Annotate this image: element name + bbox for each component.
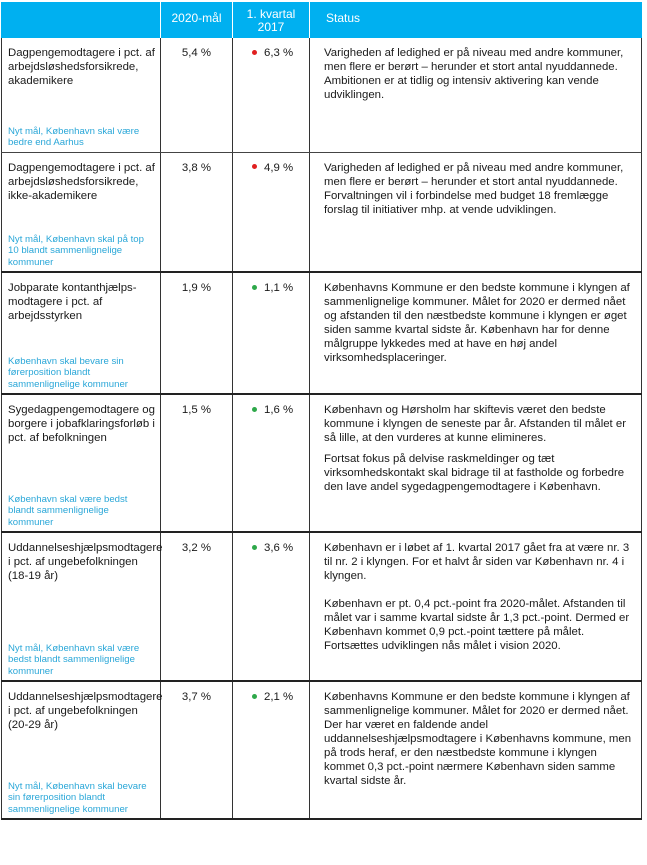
status-cell — [310, 681, 642, 819]
status-text: Københavns Kommune er den bedste kommune i klyngen af sammenlignelige kommuner. Målet for 2020 er dermed nået. Der har været en faldende andel uddannelseshjælpsmodtagere i Københavns kommune, men på trods heraf, er den næstbedste kommune i klyngen kommet 0,3 pct.-point nærmere København siden samme kvartal sidste år. — [324, 691, 632, 787]
quarter-cell — [233, 272, 310, 394]
status-cell — [310, 394, 642, 532]
status-dot-icon — [252, 164, 257, 169]
status-text: København er pt. 0,4 pct.-point fra 2020-målet. Afstanden til målet var i samme kvartal sidste år 1,3 pct.-point. Dermed er København kommet 0,9 pct.-point tættere på målet. Fortsættes udviklingen nås målet i vision 2020. — [324, 598, 630, 652]
indicator-cell — [2, 38, 161, 152]
header-status: Status — [310, 2, 642, 38]
quarter-value: 1,6 % — [264, 404, 294, 416]
indicator-title: Dagpengemodtagere i pct. af arbejdsløshedsforsikrede, ikke-akademikere — [8, 161, 155, 202]
header-quarter — [233, 2, 310, 38]
quarter-value: 2,1 % — [264, 691, 294, 703]
status-cell — [310, 532, 642, 681]
status-cell — [310, 38, 642, 152]
indicator-cell — [2, 532, 161, 681]
target-value: 3,8 % — [161, 152, 233, 272]
target-value: 1,5 % — [161, 394, 233, 532]
header-target: 2020-mål — [161, 2, 233, 38]
table-row — [2, 272, 642, 394]
indicator-title: Dagpengemodtagere i pct. af arbejdsløshedsforsikrede, akademikere — [8, 47, 155, 87]
quarter-cell — [233, 681, 310, 819]
quarter-cell — [233, 532, 310, 681]
goal-note: Nyt mål, København skal bevare sin førerposition blandt sammenlignelige kommuner — [8, 780, 147, 815]
status-cell — [310, 272, 642, 394]
goal-note: København skal bevare sin førerposition blandt sammenlignelige kommuner — [8, 355, 128, 390]
indicator-title: Sygedagpengemodtagere og borgere i jobafklaringsforløb i pct. af befolkningen — [8, 404, 155, 444]
status-dot-icon — [252, 407, 257, 412]
quarter-cell — [233, 152, 310, 272]
kpi-table — [1, 2, 642, 820]
indicator-title: Jobparate kontanthjælps-modtagere i pct. af arbejdsstyrken — [8, 282, 137, 322]
goal-note: Nyt mål, København skal være bedst blandt sammenlignelige kommuner — [8, 642, 140, 677]
target-value: 3,2 % — [161, 532, 233, 681]
indicator-title: Uddannelseshjælpsmodtagere i pct. af ungebefolkningen (20-29 år) — [8, 691, 163, 731]
goal-note: Nyt mål, København skal på top 10 blandt sammenlignelige kommuner — [8, 233, 144, 268]
goal-note: København skal være bedst blandt sammenlignelige kommuner — [8, 493, 128, 528]
status-text: Københavns Kommune er den bedste kommune i klyngen af sammenlignelige kommuner. Målet for 2020 er dermed nået og afstanden til den næstbedste kommune i klyngen er øget siden samme kvartal sidste år. København har for denne målgruppe lykkedes med at have en høj andel virksomhedsplaceringer. — [324, 282, 630, 364]
table-row — [2, 532, 642, 681]
status-text: Varigheden af ledighed er på niveau med andre kommuner, men flere er berørt – herunder et stort antal nyuddannede. Forvaltningen vil i forbindelse med budget 18 fremlægge forslag til initiativer mhp. at vende udviklingen. — [324, 161, 624, 216]
quarter-cell — [233, 38, 310, 152]
status-dot-icon — [252, 285, 257, 290]
target-value: 3,7 % — [161, 681, 233, 819]
status-text: København og Hørsholm har skiftevis været den bedste kommune i klyngen de seneste par år. Afstanden til målet er så lille, at den vurderes at kunne elimineres. — [324, 404, 627, 444]
target-value: 1,9 % — [161, 272, 233, 394]
quarter-cell — [233, 394, 310, 532]
table-row — [2, 394, 642, 532]
table-row — [2, 38, 642, 152]
header-row — [2, 2, 642, 38]
status-dot-icon — [252, 50, 257, 55]
indicator-cell — [2, 152, 161, 272]
status-text: Fortsat fokus på delvise raskmeldinger og tæt virksomhedskontakt skal bidrage til at fastholde og forbedre den lave andel sygedagpengemodtagere i København. — [324, 453, 625, 493]
indicator-cell — [2, 394, 161, 532]
goal-note: Nyt mål, København skal være bedre end Aarhus — [8, 125, 140, 148]
header-quarter-text: 1. kvartal 2017 — [246, 7, 296, 34]
status-dot-icon — [252, 694, 257, 699]
status-text: Varigheden af ledighed er på niveau med andre kommuner, men flere er berørt – herunder et stort antal nyuddannede. Ambitionen er at tidlig og intensiv aktivering kan vende udviklingen. — [324, 47, 624, 101]
table-row — [2, 152, 642, 272]
header-indicator — [2, 2, 161, 38]
indicator-title: Uddannelseshjælpsmodtagere i pct. af ungebefolkningen (18-19 år) — [8, 542, 163, 582]
table-row — [2, 681, 642, 819]
indicator-cell — [2, 272, 161, 394]
quarter-value: 3,6 % — [264, 542, 294, 554]
status-text: København er i løbet af 1. kvartal 2017 gået fra at være nr. 3 til nr. 2 i klyngen. For et halvt år siden var København nr. 4 i klyngen. — [324, 542, 630, 582]
quarter-value: 6,3 % — [264, 47, 294, 59]
status-cell — [310, 152, 642, 272]
quarter-value: 4,9 % — [264, 161, 294, 174]
status-dot-icon — [252, 545, 257, 550]
quarter-value: 1,1 % — [264, 282, 294, 294]
indicator-cell — [2, 681, 161, 819]
target-value: 5,4 % — [161, 38, 233, 152]
